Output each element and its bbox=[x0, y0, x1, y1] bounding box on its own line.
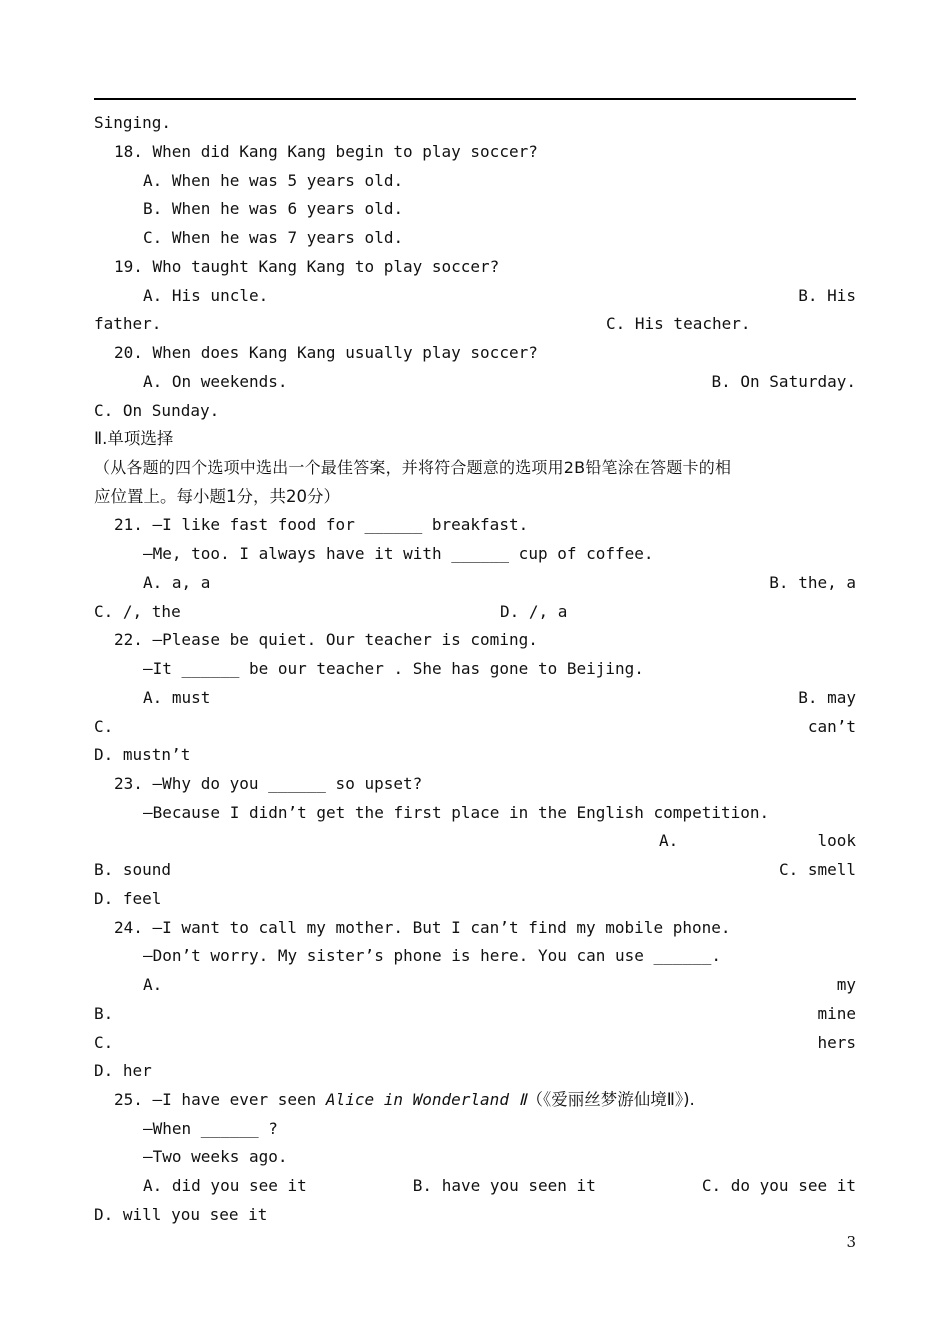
option-24a: A. bbox=[143, 975, 163, 994]
page-number: 3 bbox=[846, 1233, 856, 1251]
header-rule bbox=[94, 98, 856, 100]
option-23a: A. bbox=[659, 831, 679, 850]
option-21a: A. a, a bbox=[143, 573, 211, 592]
option-23a-text: look bbox=[817, 831, 856, 850]
options-23-row2 bbox=[94, 859, 856, 881]
option-25d: D. will you see it bbox=[94, 1205, 268, 1224]
options-24-row3 bbox=[94, 1032, 856, 1054]
instructions-line1: （从各题的四个选项中选出一个最佳答案，并将符合题意的选项用2B铅笔涂在答题卡的相 bbox=[94, 458, 732, 477]
option-22c-text: can’t bbox=[807, 717, 856, 736]
option-22c: C. bbox=[94, 717, 114, 736]
option-20c: C. On Sunday. bbox=[94, 401, 220, 420]
option-24b: B. bbox=[94, 1004, 114, 1023]
option-23b: B. sound bbox=[94, 860, 172, 879]
question-19: 19. Who taught Kang Kang to play soccer? bbox=[114, 257, 500, 276]
option-18a: A. When he was 5 years old. bbox=[143, 171, 404, 190]
reply-25-1: —When ______ ? bbox=[143, 1119, 278, 1138]
option-20a: A. On weekends. bbox=[143, 372, 288, 391]
options-24-row1 bbox=[143, 974, 856, 996]
reply-21: —Me, too. I always have it with ______ cup of coffee. bbox=[143, 544, 654, 563]
question-25-title: Alice in Wonderland Ⅱ bbox=[325, 1090, 527, 1109]
options-25-row1 bbox=[143, 1175, 856, 1197]
option-21c: C. /, the bbox=[94, 602, 181, 621]
option-24c-text: hers bbox=[817, 1033, 856, 1052]
option-21d: D. /, a bbox=[500, 602, 568, 621]
reply-22: —It ______ be our teacher . She has gone to Beijing. bbox=[143, 659, 644, 678]
option-22d: D. mustn’t bbox=[94, 745, 191, 764]
question-24: 24. —I want to call my mother. But I can’t find my mobile phone. bbox=[114, 918, 731, 937]
options-20-row1 bbox=[143, 371, 856, 393]
question-18: 18. When did Kang Kang begin to play soccer? bbox=[114, 142, 538, 161]
question-25 bbox=[114, 1089, 856, 1111]
option-20b: B. On Saturday. bbox=[711, 372, 856, 391]
options-24-row2 bbox=[94, 1003, 856, 1025]
question-22: 22. —Please be quiet. Our teacher is coming. bbox=[114, 630, 538, 649]
question-21: 21. —I like fast food for ______ breakfast. bbox=[114, 515, 529, 534]
question-20: 20. When does Kang Kang usually play soccer? bbox=[114, 343, 538, 362]
option-25c: C. do you see it bbox=[701, 1176, 856, 1195]
question-23: 23. —Why do you ______ so upset? bbox=[114, 774, 423, 793]
option-24b-text: mine bbox=[817, 1004, 856, 1023]
reply-23: —Because I didn’t get the first place in the English competition. bbox=[143, 803, 770, 822]
option-24d: D. her bbox=[94, 1061, 152, 1080]
option-19c: C. His teacher. bbox=[606, 314, 751, 333]
option-19a: A. His uncle. bbox=[143, 286, 269, 305]
option-25a: A. did you see it bbox=[143, 1176, 307, 1195]
section-heading: Ⅱ.单项选择 bbox=[94, 429, 174, 448]
options-19-row1 bbox=[143, 285, 856, 307]
option-22b: B. may bbox=[798, 688, 856, 707]
reply-25-2: —Two weeks ago. bbox=[143, 1147, 288, 1166]
option-18b: B. When he was 6 years old. bbox=[143, 199, 404, 218]
instructions-line2: 应位置上。每小题1分，共20分） bbox=[94, 487, 340, 506]
option-21b: B. the, a bbox=[769, 573, 856, 592]
option-22a: A. must bbox=[143, 688, 211, 707]
option-25b: B. have you seen it bbox=[412, 1176, 596, 1195]
options-21-row2 bbox=[94, 601, 856, 623]
reply-24: —Don’t worry. My sister’s phone is here. You can use ______. bbox=[143, 946, 721, 965]
option-19b: B. His bbox=[798, 286, 856, 305]
question-25-text: 25. —I have ever seen bbox=[114, 1090, 326, 1109]
option-23d: D. feel bbox=[94, 889, 162, 908]
options-21-row1 bbox=[143, 572, 856, 594]
option-24a-text: my bbox=[836, 975, 856, 994]
answer-fragment: Singing. bbox=[94, 113, 172, 132]
option-24c: C. bbox=[94, 1033, 114, 1052]
question-25-title-cn: （《爱丽丝梦游仙境Ⅱ》). bbox=[526, 1090, 695, 1109]
options-22-row1 bbox=[143, 687, 856, 709]
options-22-row2 bbox=[94, 716, 856, 738]
option-18c: C. When he was 7 years old. bbox=[143, 228, 404, 247]
options-19-row2 bbox=[94, 313, 856, 335]
option-23c: C. smell bbox=[778, 860, 856, 879]
options-23-row1 bbox=[94, 830, 856, 852]
option-19b-cont: father. bbox=[94, 314, 162, 333]
